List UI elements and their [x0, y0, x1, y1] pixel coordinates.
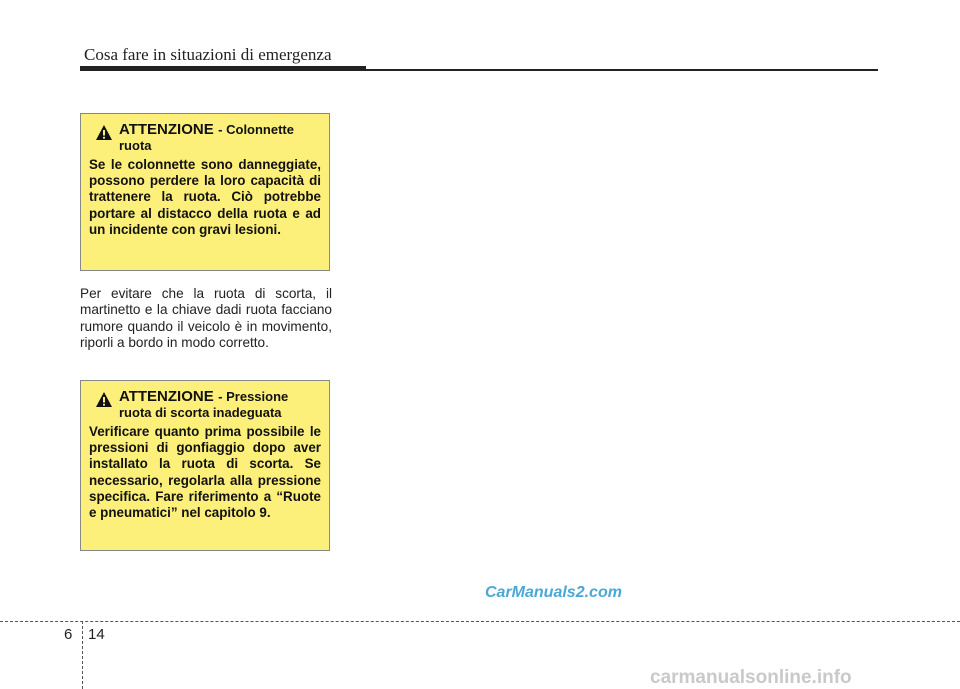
warning-subtitle: - Colonnette ruota: [119, 122, 294, 153]
header-rule-thin: [366, 69, 878, 71]
watermark-link[interactable]: CarManuals2.com: [485, 584, 622, 601]
footer-watermark: carmanualsonline.info: [650, 667, 852, 688]
warning-title: ATTENZIONE: [119, 388, 214, 405]
warning-box-wheel-nuts: [80, 113, 330, 271]
warning-triangle-icon: [95, 391, 113, 408]
warning-triangle-icon: [95, 124, 113, 141]
footer-divider: [0, 621, 960, 622]
footer-vertical-divider: [82, 621, 83, 689]
warning-body: Verificare quanto prima possibile le pressioni di gonfiaggio dopo aver installato la ruota di scorta. Se necessario, regolarla alla pressione specifica. Fare riferimento a “Ruote e pneumatici” nel capitolo 9.: [89, 424, 321, 521]
body-paragraph: Per evitare che la ruota di scorta, il martinetto e la chiave dadi ruota facciano rumore quando il veicolo è in movimento, riporli a bordo in modo corretto.: [80, 286, 332, 351]
page-number: 14: [88, 626, 105, 643]
warning-subtitle: - Pressione ruota di scorta inadeguata: [119, 389, 289, 420]
warning-box-spare-pressure: [80, 380, 330, 551]
header-title: Cosa fare in situazioni di emergenza: [84, 45, 332, 64]
warning-body: Se le colonnette sono danneggiate, possono perdere la loro capacità di trattenere la ruota. Ciò potrebbe portare al distacco della ruota e ad un incidente con gravi lesioni.: [89, 157, 321, 237]
warning-title: ATTENZIONE: [119, 121, 214, 138]
header-rule-thick: [80, 66, 366, 71]
warning-heading: [89, 389, 321, 421]
warning-heading: [89, 122, 321, 154]
section-number: 6: [64, 626, 73, 643]
